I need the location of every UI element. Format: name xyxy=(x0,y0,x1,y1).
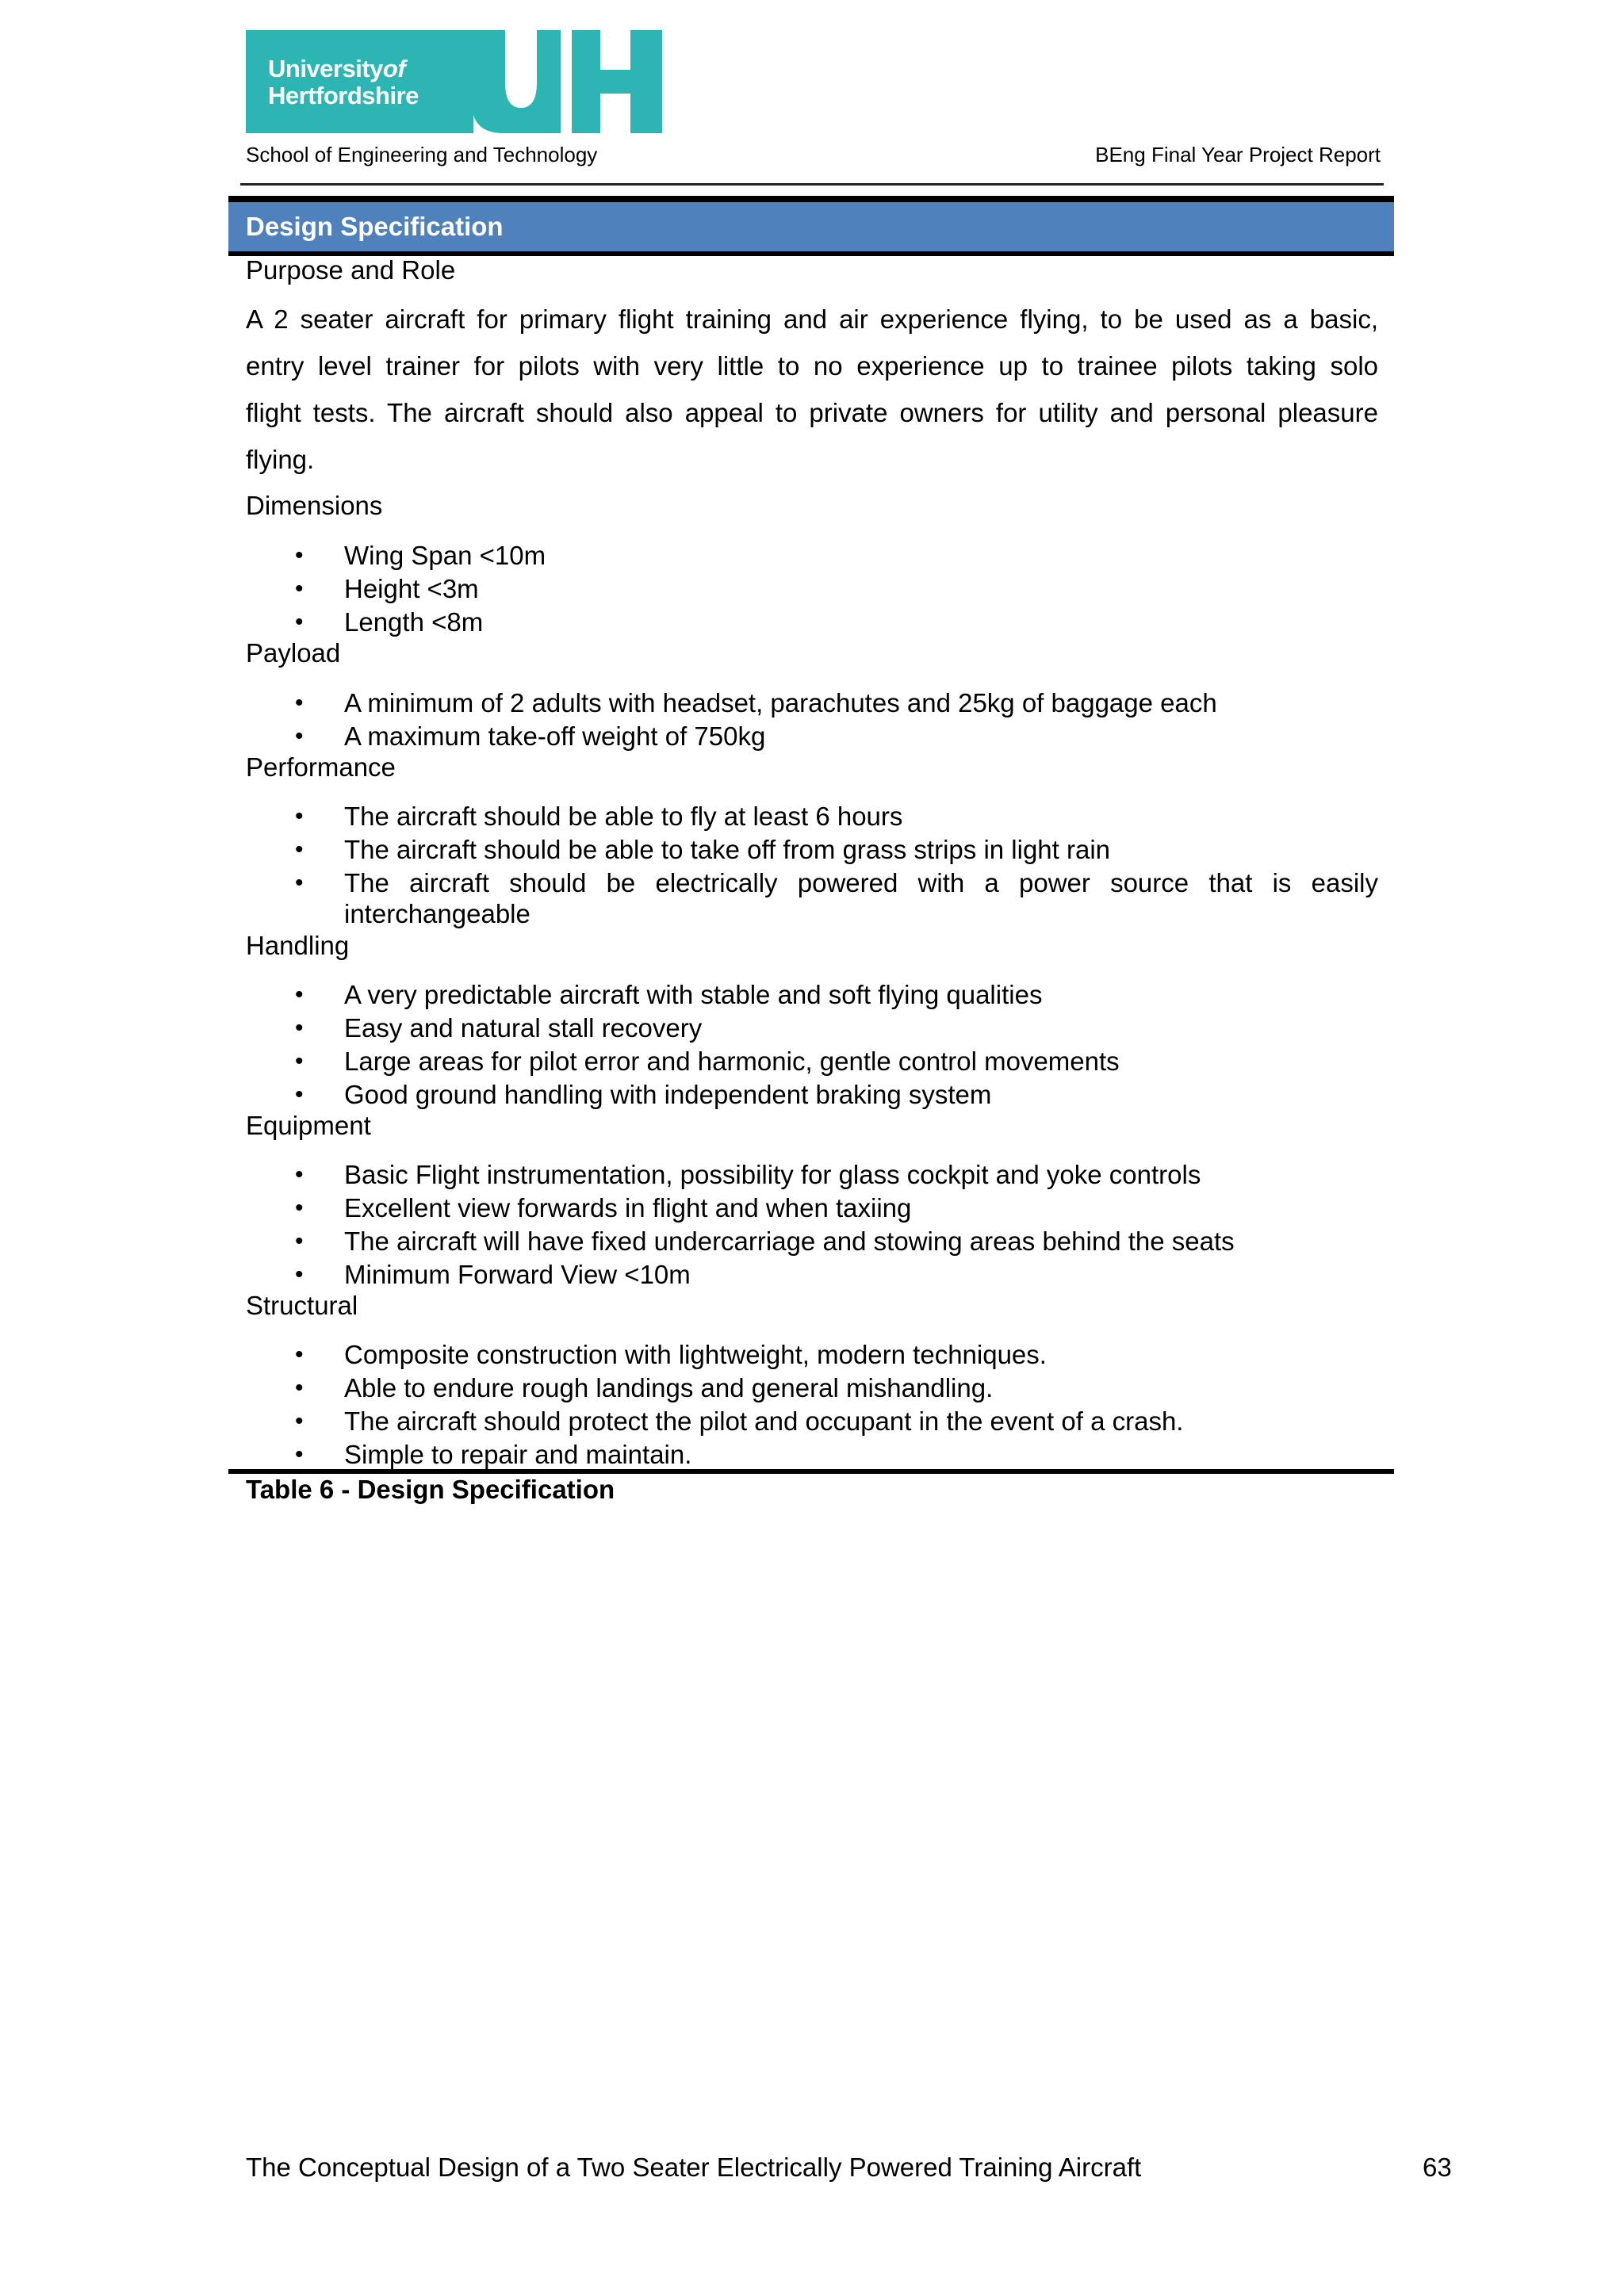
list-item: • The aircraft should protect the pilot and occupant in the event of a crash. xyxy=(344,1406,1183,1437)
page-number: 63 xyxy=(1423,2152,1452,2182)
logo-line2: Hertfordshire xyxy=(268,82,419,109)
table-top-border xyxy=(228,196,1394,202)
section-title-equipment: Equipment xyxy=(246,1111,371,1140)
list-item: • Easy and natural stall recovery xyxy=(344,1012,702,1044)
section-title-purpose: Purpose and Role xyxy=(246,255,456,285)
list-item: • The aircraft should be able to fly at least 6 hours xyxy=(344,801,902,832)
list-item: • Simple to repair and maintain. xyxy=(344,1439,691,1471)
header-school: School of Engineering and Technology xyxy=(246,143,598,166)
purpose-line: flying. xyxy=(246,445,315,474)
list-item: • The aircraft should be electrically powered with a power source that is easily xyxy=(344,867,1378,899)
list-item: • A minimum of 2 adults with headset, parachutes and 25kg of baggage each xyxy=(344,687,1217,719)
list-item: • A very predictable aircraft with stable and soft flying qualities xyxy=(344,979,1042,1011)
section-title-handling: Handling xyxy=(246,931,350,960)
list-item: • A maximum take-off weight of 750kg xyxy=(344,721,765,752)
purpose-line: entry level trainer for pilots with very little to no experience up to trainee pilots taking solo xyxy=(246,351,1378,381)
table-caption: Table 6 - Design Specification xyxy=(246,1475,615,1504)
purpose-line: flight tests. The aircraft should also appeal to private owners for utility and personal pleasure xyxy=(246,398,1378,427)
header-report-type: BEng Final Year Project Report xyxy=(1095,143,1381,166)
logo-of: of xyxy=(382,55,406,82)
list-item: • Minimum Forward View <10m xyxy=(344,1259,691,1291)
section-title-performance: Performance xyxy=(246,752,396,782)
section-title-payload: Payload xyxy=(246,638,341,668)
footer-title: The Conceptual Design of a Two Seater Electrically Powered Training Aircraft xyxy=(246,2152,1142,2182)
list-item: • Good ground handling with independent braking system xyxy=(344,1079,991,1111)
logo-line1: University xyxy=(268,55,383,82)
header-rule xyxy=(240,183,1384,186)
purpose-paragraph xyxy=(246,296,1378,483)
list-item: • Able to endure rough landings and general mishandling. xyxy=(344,1372,993,1404)
logo-wordmark xyxy=(246,30,473,133)
list-item: • Height <3m xyxy=(344,573,479,605)
list-item: • The aircraft should be able to take off from grass strips in light rain xyxy=(344,834,1110,866)
list-item: • Basic Flight instrumentation, possibility for glass cockpit and yoke controls xyxy=(344,1159,1201,1191)
list-item: • Wing Span <10m xyxy=(344,540,546,572)
list-item: • Large areas for pilot error and harmonic, gentle control movements xyxy=(344,1046,1120,1077)
list-item: • Composite construction with lightweight, modern techniques. xyxy=(344,1339,1047,1371)
list-item-continuation: interchangeable xyxy=(344,899,530,928)
section-title-structural: Structural xyxy=(246,1291,358,1320)
table-bottom-border xyxy=(228,1469,1394,1474)
list-item: • Excellent view forwards in flight and when taxiing xyxy=(344,1192,911,1224)
table-heading: Design Specification xyxy=(246,212,504,241)
list-item: • Length <8m xyxy=(344,607,483,638)
purpose-line: A 2 seater aircraft for primary flight training and air experience flying, to be used as a basic, xyxy=(246,304,1378,334)
list-item: • The aircraft will have fixed undercarriage and stowing areas behind the seats xyxy=(344,1226,1235,1257)
uh-logo-mark xyxy=(472,30,662,133)
university-logo xyxy=(246,30,658,133)
table-header xyxy=(228,202,1394,251)
section-title-dimensions: Dimensions xyxy=(246,491,383,520)
